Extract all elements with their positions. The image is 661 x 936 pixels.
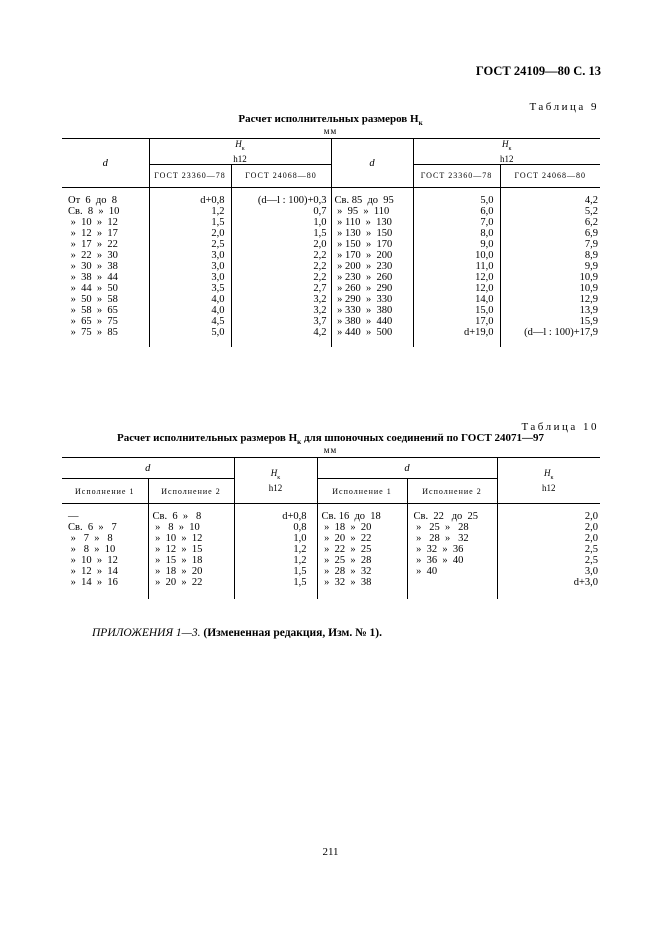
table-cell: » 65 » 75 (68, 316, 118, 327)
table10-a-exec2 (148, 504, 234, 600)
table-cell: 15,0 (475, 305, 494, 316)
table-cell: d+19,0 (463, 327, 494, 338)
table-cell: 2,5 (584, 555, 598, 566)
table-cell: » 150 » 170 (334, 239, 393, 250)
table-cell: » 58 » 65 (68, 305, 118, 316)
table-cell: 10,9 (579, 283, 598, 294)
table-cell: 2,0 (211, 228, 225, 239)
table-cell: » 440 » 500 (334, 327, 393, 338)
table-cell: 3,0 (211, 261, 225, 272)
table-cell: 4,0 (211, 294, 225, 305)
table9-h-right-symbol: H (502, 139, 509, 150)
table-cell: 3,5 (211, 283, 225, 294)
table9-h-left-sub: к (241, 145, 245, 152)
table-cell: 0,8 (293, 522, 307, 533)
table9-label: Таблица 9 (529, 101, 599, 113)
table-cell: Св. 8 » 10 (68, 206, 120, 217)
table-cell: » 30 » 38 (68, 261, 118, 272)
table-cell: 9,9 (584, 261, 598, 272)
table-cell: 0,7 (313, 206, 327, 217)
table-cell: » 18 » 20 (321, 522, 372, 533)
table-cell: 11,0 (475, 261, 494, 272)
table10-h-right-tol: h12 (542, 482, 556, 493)
table-cell: Св. 85 до 95 (334, 195, 394, 206)
table-cell: 5,2 (584, 206, 598, 217)
table-cell: » 260 » 290 (334, 283, 393, 294)
page-header: ГОСТ 24109—80 С. 13 (475, 64, 601, 78)
table-cell: » 44 » 50 (68, 283, 118, 294)
table-cell: — (68, 511, 79, 522)
note-prefix: ПРИЛОЖЕНИЯ 1—3. (92, 627, 201, 639)
table-cell: 1,2 (293, 555, 307, 566)
table10-col-exec1-left: Исполнение 1 (62, 479, 148, 504)
table-cell: » 25 » 28 (413, 522, 469, 533)
table-cell: » 17 » 22 (68, 239, 118, 250)
table-cell: 1,5 (293, 577, 307, 588)
table-cell: (d—l : 100)+17,9 (524, 327, 598, 338)
table9-title-text: Расчет исполнительных размеров H (238, 113, 419, 125)
table-cell: 2,5 (584, 544, 598, 555)
table-cell: » 75 » 85 (68, 327, 118, 338)
table10-h-right-symbol: H (544, 468, 551, 479)
table9-unit: мм (323, 126, 338, 136)
table-cell: » 12 » 14 (68, 566, 118, 577)
table-cell: 5,0 (211, 327, 225, 338)
table-cell: 9,0 (480, 239, 494, 250)
table-cell: » 50 » 58 (68, 294, 118, 305)
table10-b-exec2 (407, 504, 497, 600)
table-cell: 3,2 (313, 305, 327, 316)
table-cell: 3,7 (313, 316, 327, 327)
table10-h-left-tol: h12 (268, 482, 283, 493)
table-cell: » 36 » 40 (413, 555, 464, 566)
table9-col-d-left: d (62, 139, 149, 188)
table-cell: » 28 » 32 (321, 566, 372, 577)
table-cell: 12,0 (475, 283, 494, 294)
table-cell: 8,0 (480, 228, 494, 239)
table-cell: 4,0 (211, 305, 225, 316)
table-cell: 2,2 (313, 250, 327, 261)
table9-h-right-tol: h12 (500, 153, 514, 164)
table-cell: » 15 » 18 (152, 555, 203, 566)
table9-col-gost1-right: ГОСТ 23360—78 (413, 164, 500, 187)
table10-b-exec1 (317, 504, 407, 600)
table9-right-d (331, 188, 413, 348)
table-cell: d+0,8 (282, 511, 307, 522)
table-cell (414, 577, 497, 588)
table-cell: » 38 » 44 (68, 272, 118, 283)
table-cell: » 230 » 260 (334, 272, 393, 283)
table-cell: » 10 » 12 (152, 533, 203, 544)
table9-col-gost2-right: ГОСТ 24068—80 (500, 164, 600, 187)
table10-label: Таблица 10 (521, 421, 599, 433)
table9-col-d-right: d (331, 139, 413, 188)
table10-title-rest: для шпоночных соединений по ГОСТ 24071—97 (301, 432, 545, 444)
table-cell: » 8 » 10 (152, 522, 200, 533)
table-cell: 2,2 (313, 272, 327, 283)
table10-title-sub: к (297, 438, 302, 447)
table-cell: 14,0 (475, 294, 494, 305)
table10-h-right-sub: к (550, 474, 554, 481)
table-cell: d+0,8 (200, 195, 225, 206)
table-cell: 3,0 (584, 566, 598, 577)
table-cell: » 200 » 230 (334, 261, 393, 272)
table-cell: 2,0 (584, 522, 598, 533)
table-cell: 12,9 (579, 294, 598, 305)
table10-col-d-right: d (317, 458, 497, 479)
table-cell: » 12 » 17 (68, 228, 118, 239)
table-cell: » 7 » 8 (68, 533, 113, 544)
table-cell: » 10 » 12 (68, 217, 118, 228)
table10-unit: мм (323, 445, 338, 455)
table-cell: 3,0 (211, 272, 225, 283)
table-cell: » 20 » 22 (321, 533, 372, 544)
table9-h-left-symbol: H (235, 139, 242, 150)
table-cell: 2,0 (584, 511, 598, 522)
table10-col-exec2-right: Исполнение 2 (407, 479, 497, 504)
table9-title-sub: к (418, 119, 423, 128)
table-cell: » 22 » 30 (68, 250, 118, 261)
table-cell: 4,5 (211, 316, 225, 327)
table-cell: 1,2 (211, 206, 225, 217)
table-cell: 1,5 (211, 217, 225, 228)
table9-col-h-left (149, 139, 331, 165)
table-cell: » 20 » 22 (152, 577, 203, 588)
table-cell: » 32 » 36 (413, 544, 464, 555)
table-cell: 17,0 (475, 316, 494, 327)
table-cell: (d—l : 100)+0,3 (257, 195, 327, 206)
table-cell: 1,5 (293, 566, 307, 577)
table-cell: 6,9 (584, 228, 598, 239)
table-cell: 2,7 (313, 283, 327, 294)
table-cell: 7,9 (584, 239, 598, 250)
table-cell: 3,0 (211, 250, 225, 261)
table-cell: 4,2 (584, 195, 598, 206)
table-cell: d+3,0 (573, 577, 598, 588)
table-cell: 10,0 (475, 250, 494, 261)
table9-right-gost1 (413, 188, 500, 348)
table-cell: Св. 6 » 8 (152, 511, 202, 522)
table-cell: Св. 16 до 18 (321, 511, 381, 522)
table9-h-left-tol: h12 (233, 153, 247, 164)
note (92, 627, 382, 639)
table-cell: 1,2 (293, 544, 307, 555)
table10-col-exec2-left: Исполнение 2 (148, 479, 234, 504)
table9 (62, 138, 600, 347)
table10-title-text: Расчет исполнительных размеров H (116, 432, 298, 444)
table-cell: 3,2 (313, 294, 327, 305)
table-cell: 10,9 (579, 272, 598, 283)
table-cell: 8,9 (584, 250, 598, 261)
table10-col-h-right (497, 458, 600, 504)
table10-a-h (234, 504, 317, 600)
table-cell: » 25 » 28 (321, 555, 372, 566)
table-cell: » 130 » 150 (334, 228, 393, 239)
table-cell: Св. 6 » 7 (68, 522, 117, 533)
table-cell: » 40 (413, 566, 438, 577)
table9-right-gost2 (500, 188, 600, 348)
table9-col-h-right (413, 139, 600, 165)
table-cell: » 32 » 38 (321, 577, 372, 588)
table-cell: 1,0 (293, 533, 307, 544)
table-cell: 2,2 (313, 261, 327, 272)
table-cell: » 12 » 15 (152, 544, 203, 555)
table-cell: 6,2 (584, 217, 598, 228)
table10-a-exec1 (62, 504, 148, 600)
table-cell: » 10 » 12 (68, 555, 118, 566)
note-text: (Измененная редакция, Изм. № 1). (200, 627, 383, 639)
table9-h-right-sub: к (508, 145, 512, 152)
page-number: 211 (322, 846, 339, 858)
table10-b-h (497, 504, 600, 600)
table-cell: 2,0 (584, 533, 598, 544)
table-cell: 1,0 (313, 217, 327, 228)
table-cell: » 28 » 32 (413, 533, 469, 544)
table-cell: 1,5 (313, 228, 327, 239)
table9-col-gost2-left: ГОСТ 24068—80 (231, 164, 331, 187)
table-cell: » 14 » 16 (68, 577, 118, 588)
table9-col-gost1-left: ГОСТ 23360—78 (149, 164, 231, 187)
table-cell: 7,0 (480, 217, 494, 228)
table-cell: 15,9 (579, 316, 598, 327)
table-cell: 12,0 (475, 272, 494, 283)
table10-col-h-left (234, 458, 317, 504)
table-cell: » 22 » 25 (321, 544, 372, 555)
table10 (62, 457, 600, 599)
table-cell: » 170 » 200 (334, 250, 393, 261)
table-cell: 2,5 (211, 239, 225, 250)
table10-col-d-left: d (145, 462, 151, 474)
table-cell: » 290 » 330 (334, 294, 393, 305)
table9-left-d (62, 188, 149, 348)
table10-h-left-symbol: H (270, 468, 278, 479)
table-cell: » 8 » 10 (68, 544, 116, 555)
table-cell: » 95 » 110 (334, 206, 390, 217)
table-cell: 4,2 (313, 327, 327, 338)
table10-h-left-sub: к (277, 474, 281, 481)
table-cell: » 330 » 380 (334, 305, 393, 316)
table-cell: 6,0 (480, 206, 494, 217)
table-cell: » 110 » 130 (334, 217, 392, 228)
table-cell: » 18 » 20 (152, 566, 203, 577)
table-cell: Св. 22 до 25 (413, 511, 479, 522)
table9-left-gost2 (231, 188, 331, 348)
table-cell: 2,0 (313, 239, 327, 250)
table-cell: » 380 » 440 (334, 316, 393, 327)
table9-left-gost1 (149, 188, 231, 348)
table10-col-exec1-right: Исполнение 1 (317, 479, 407, 504)
table-cell: 5,0 (480, 195, 494, 206)
table-cell: 13,9 (579, 305, 598, 316)
table-cell: От 6 до 8 (68, 195, 118, 206)
